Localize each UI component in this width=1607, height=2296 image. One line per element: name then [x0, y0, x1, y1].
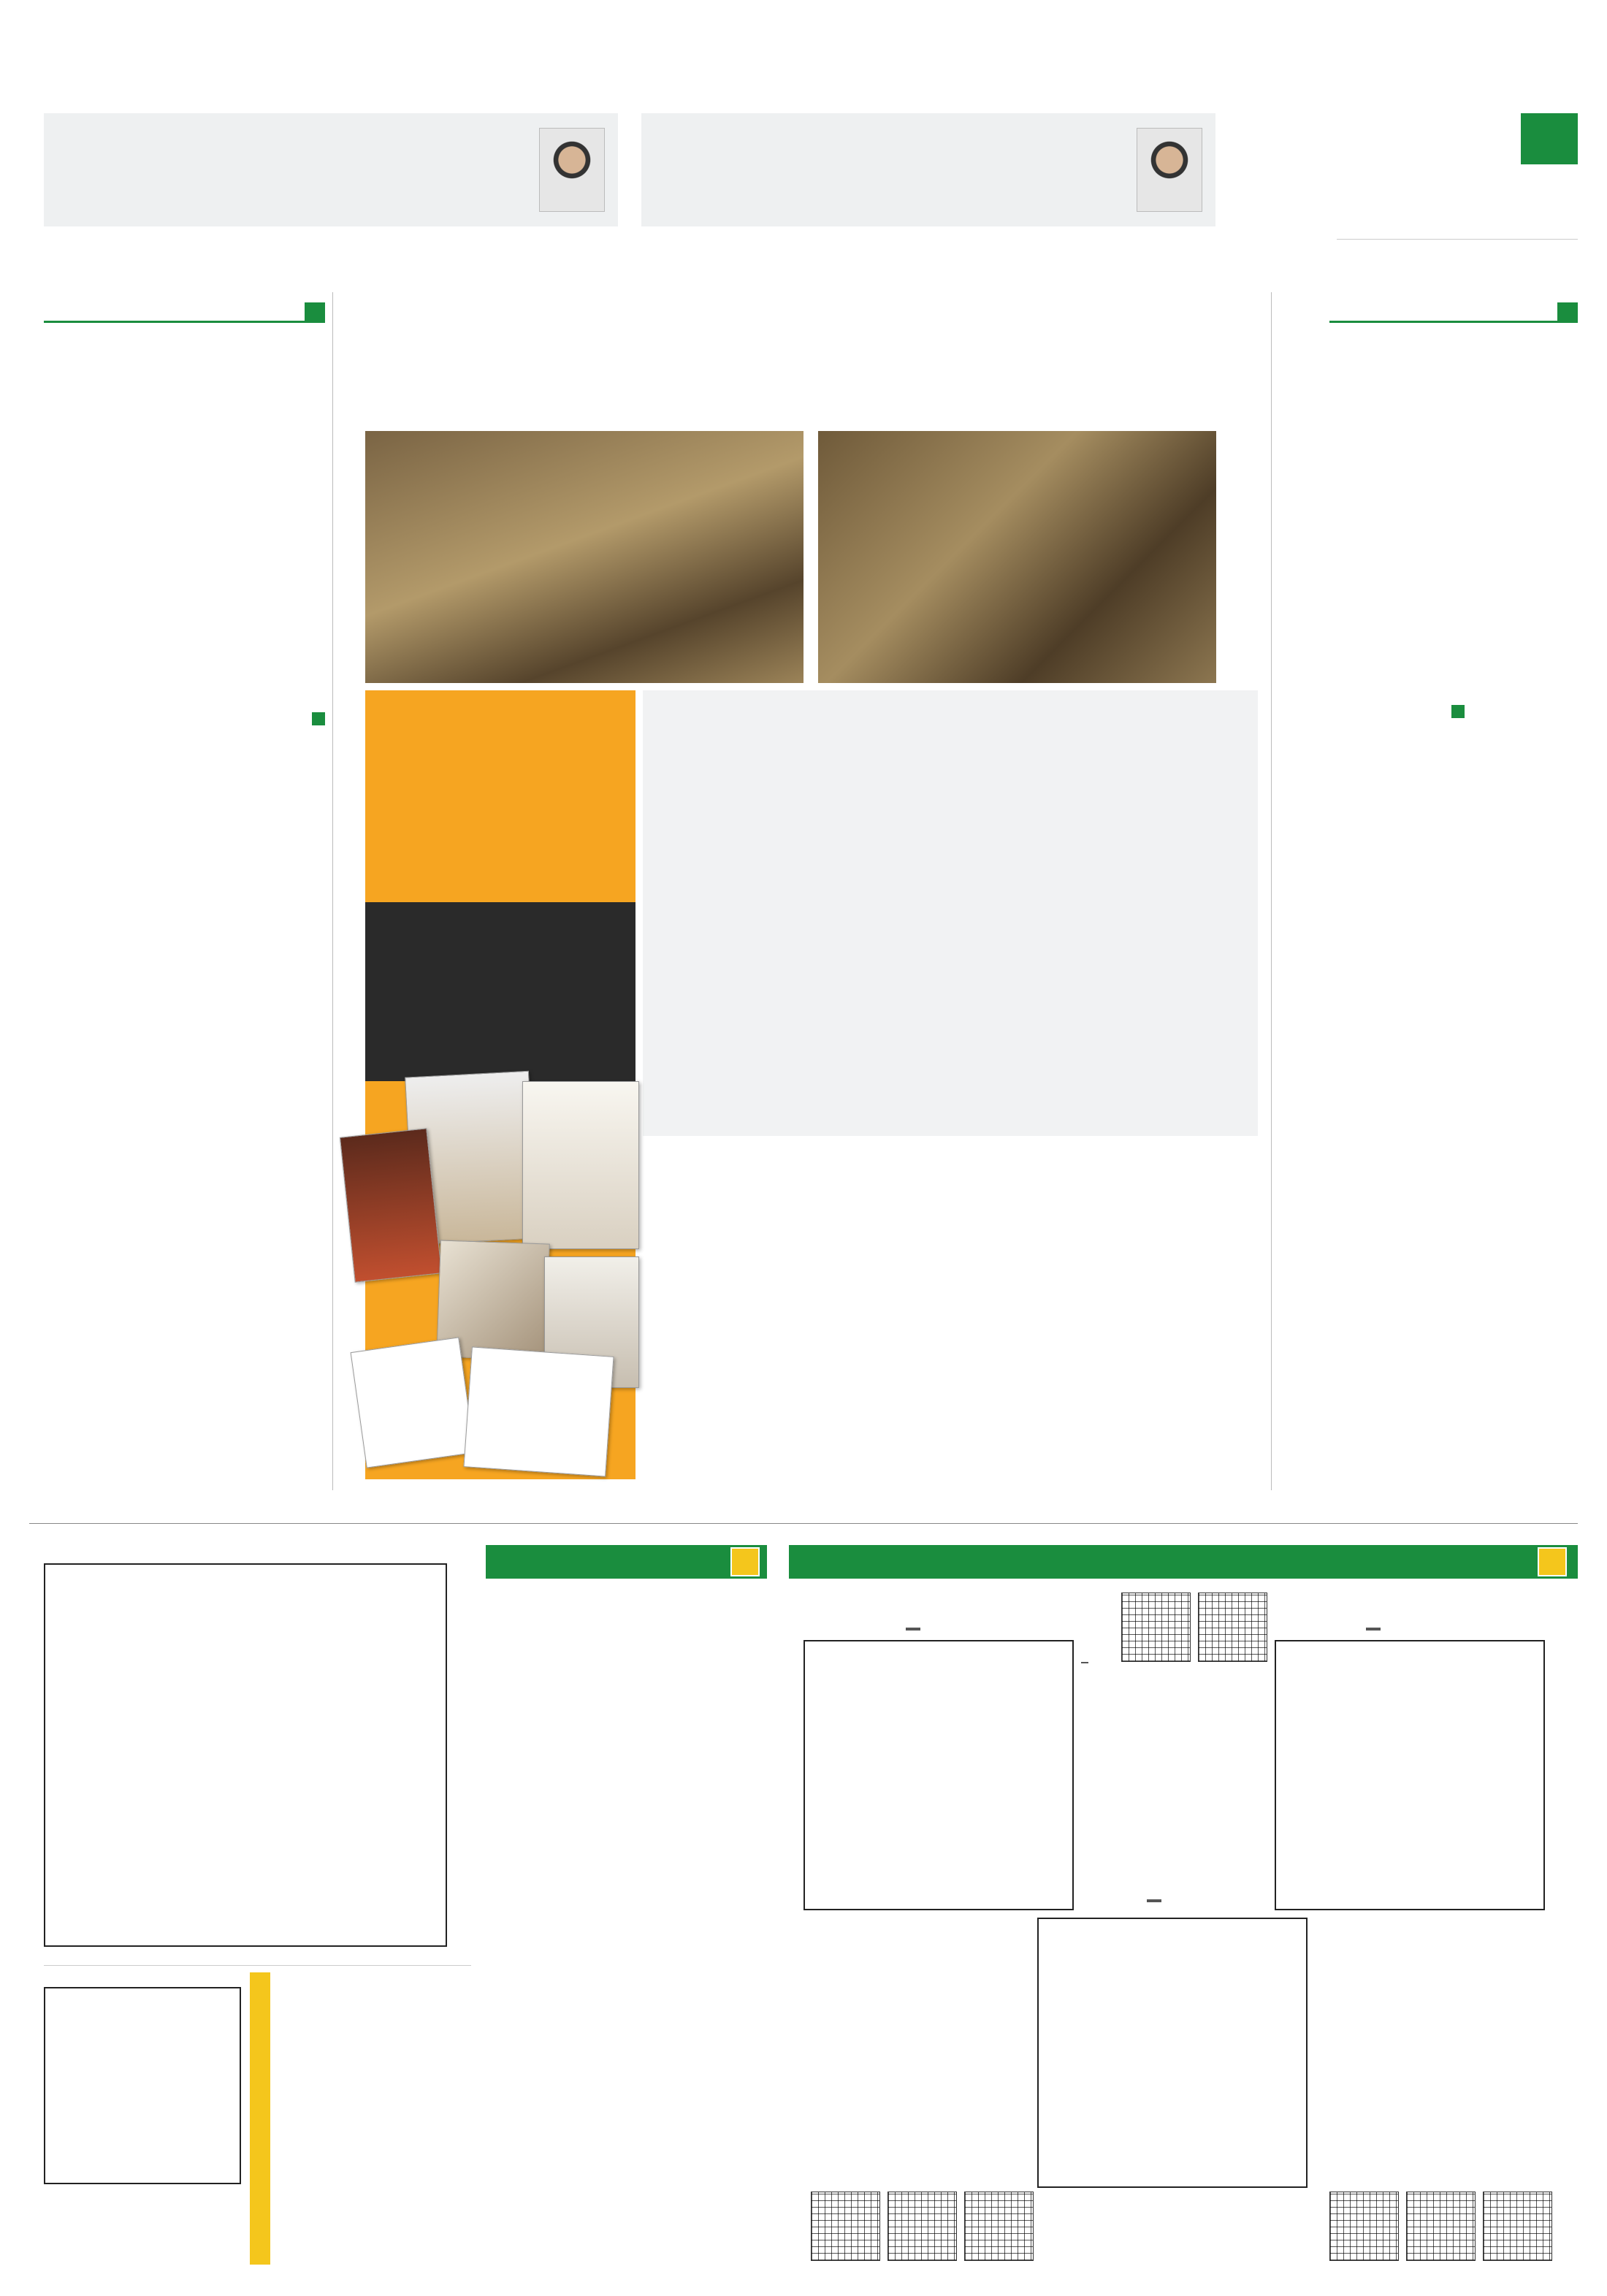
answer-grid-2 [1198, 1593, 1267, 1662]
quote-marker [1451, 705, 1465, 718]
crossword-icon [730, 1547, 760, 1576]
right-tag-bar [1329, 302, 1578, 323]
news-photo [539, 128, 605, 212]
crossword-row-numbers [449, 1563, 467, 1947]
across-clues [635, 1611, 749, 2184]
crossword-column-numbers [44, 1541, 467, 1560]
answer-grid-5 [1483, 2192, 1552, 2261]
right-body [1329, 447, 1578, 695]
report-col1b [957, 926, 1249, 1131]
top-news-2 [44, 113, 618, 226]
council-photo-right [818, 431, 1216, 683]
ad-inner-text [376, 909, 625, 1074]
level-easy [1366, 1628, 1381, 1631]
masthead [1337, 113, 1578, 267]
crossword-header [486, 1545, 767, 1579]
news-photo [1137, 128, 1202, 212]
prev-clues [278, 1972, 467, 2265]
cover-3 [340, 1128, 442, 1282]
report-col1 [957, 840, 1249, 902]
story2-col2 [851, 1213, 1048, 1476]
previous-solution-grid [44, 1987, 241, 2184]
answer-grid-8 [964, 2192, 1034, 2261]
right-quotes [1329, 705, 1465, 1114]
cover-2 [522, 1081, 639, 1249]
report-lead [657, 698, 1169, 829]
report-col2 [657, 840, 946, 1132]
answer-grid-3 [1329, 2192, 1399, 2261]
answer-grid-6 [811, 2192, 880, 2261]
sudoku-easy[interactable] [1275, 1640, 1545, 1910]
left-quotes [157, 712, 325, 1092]
crossword-grid[interactable] [44, 1563, 447, 1947]
cover-title [470, 1347, 613, 1397]
answer-grid-1 [1121, 1593, 1191, 1662]
story2-col1 [1056, 1213, 1253, 1476]
left-tag-bar [44, 302, 325, 323]
level-hard [906, 1628, 920, 1631]
news-body [660, 148, 1121, 218]
answer-label-medium [1081, 1662, 1088, 1663]
cover-title [439, 1240, 549, 1295]
answer-grid-7 [888, 2192, 957, 2261]
cover-6 [351, 1337, 476, 1468]
right-body-3 [1329, 1162, 1578, 1476]
answer-grid-4 [1406, 2192, 1476, 2261]
left-body-2 [44, 701, 146, 1154]
quote-marker [312, 712, 325, 725]
right-body-2 [1476, 698, 1578, 1151]
prev-title [250, 1972, 270, 2265]
council-photo-left [365, 431, 804, 683]
cover-7 [463, 1346, 614, 1476]
sudoku-hard[interactable] [804, 1640, 1074, 1910]
top-news-1 [641, 113, 1215, 226]
cover-title [523, 1082, 638, 1170]
news-body [63, 148, 523, 218]
sudoku-medium[interactable] [1037, 1918, 1308, 2188]
left-body [44, 409, 325, 698]
page-number [1521, 113, 1578, 164]
sudoku-header [789, 1545, 1578, 1579]
level-medium [1147, 1899, 1161, 1902]
left-tag [305, 302, 325, 323]
left-body-3 [44, 1162, 325, 1476]
down-clues [489, 1750, 625, 2188]
sudoku-icon [1538, 1547, 1567, 1576]
story2-col3 [646, 1213, 844, 1476]
right-tag [1557, 302, 1578, 323]
ad-body [380, 793, 625, 895]
across-clues-2 [489, 1596, 625, 1724]
